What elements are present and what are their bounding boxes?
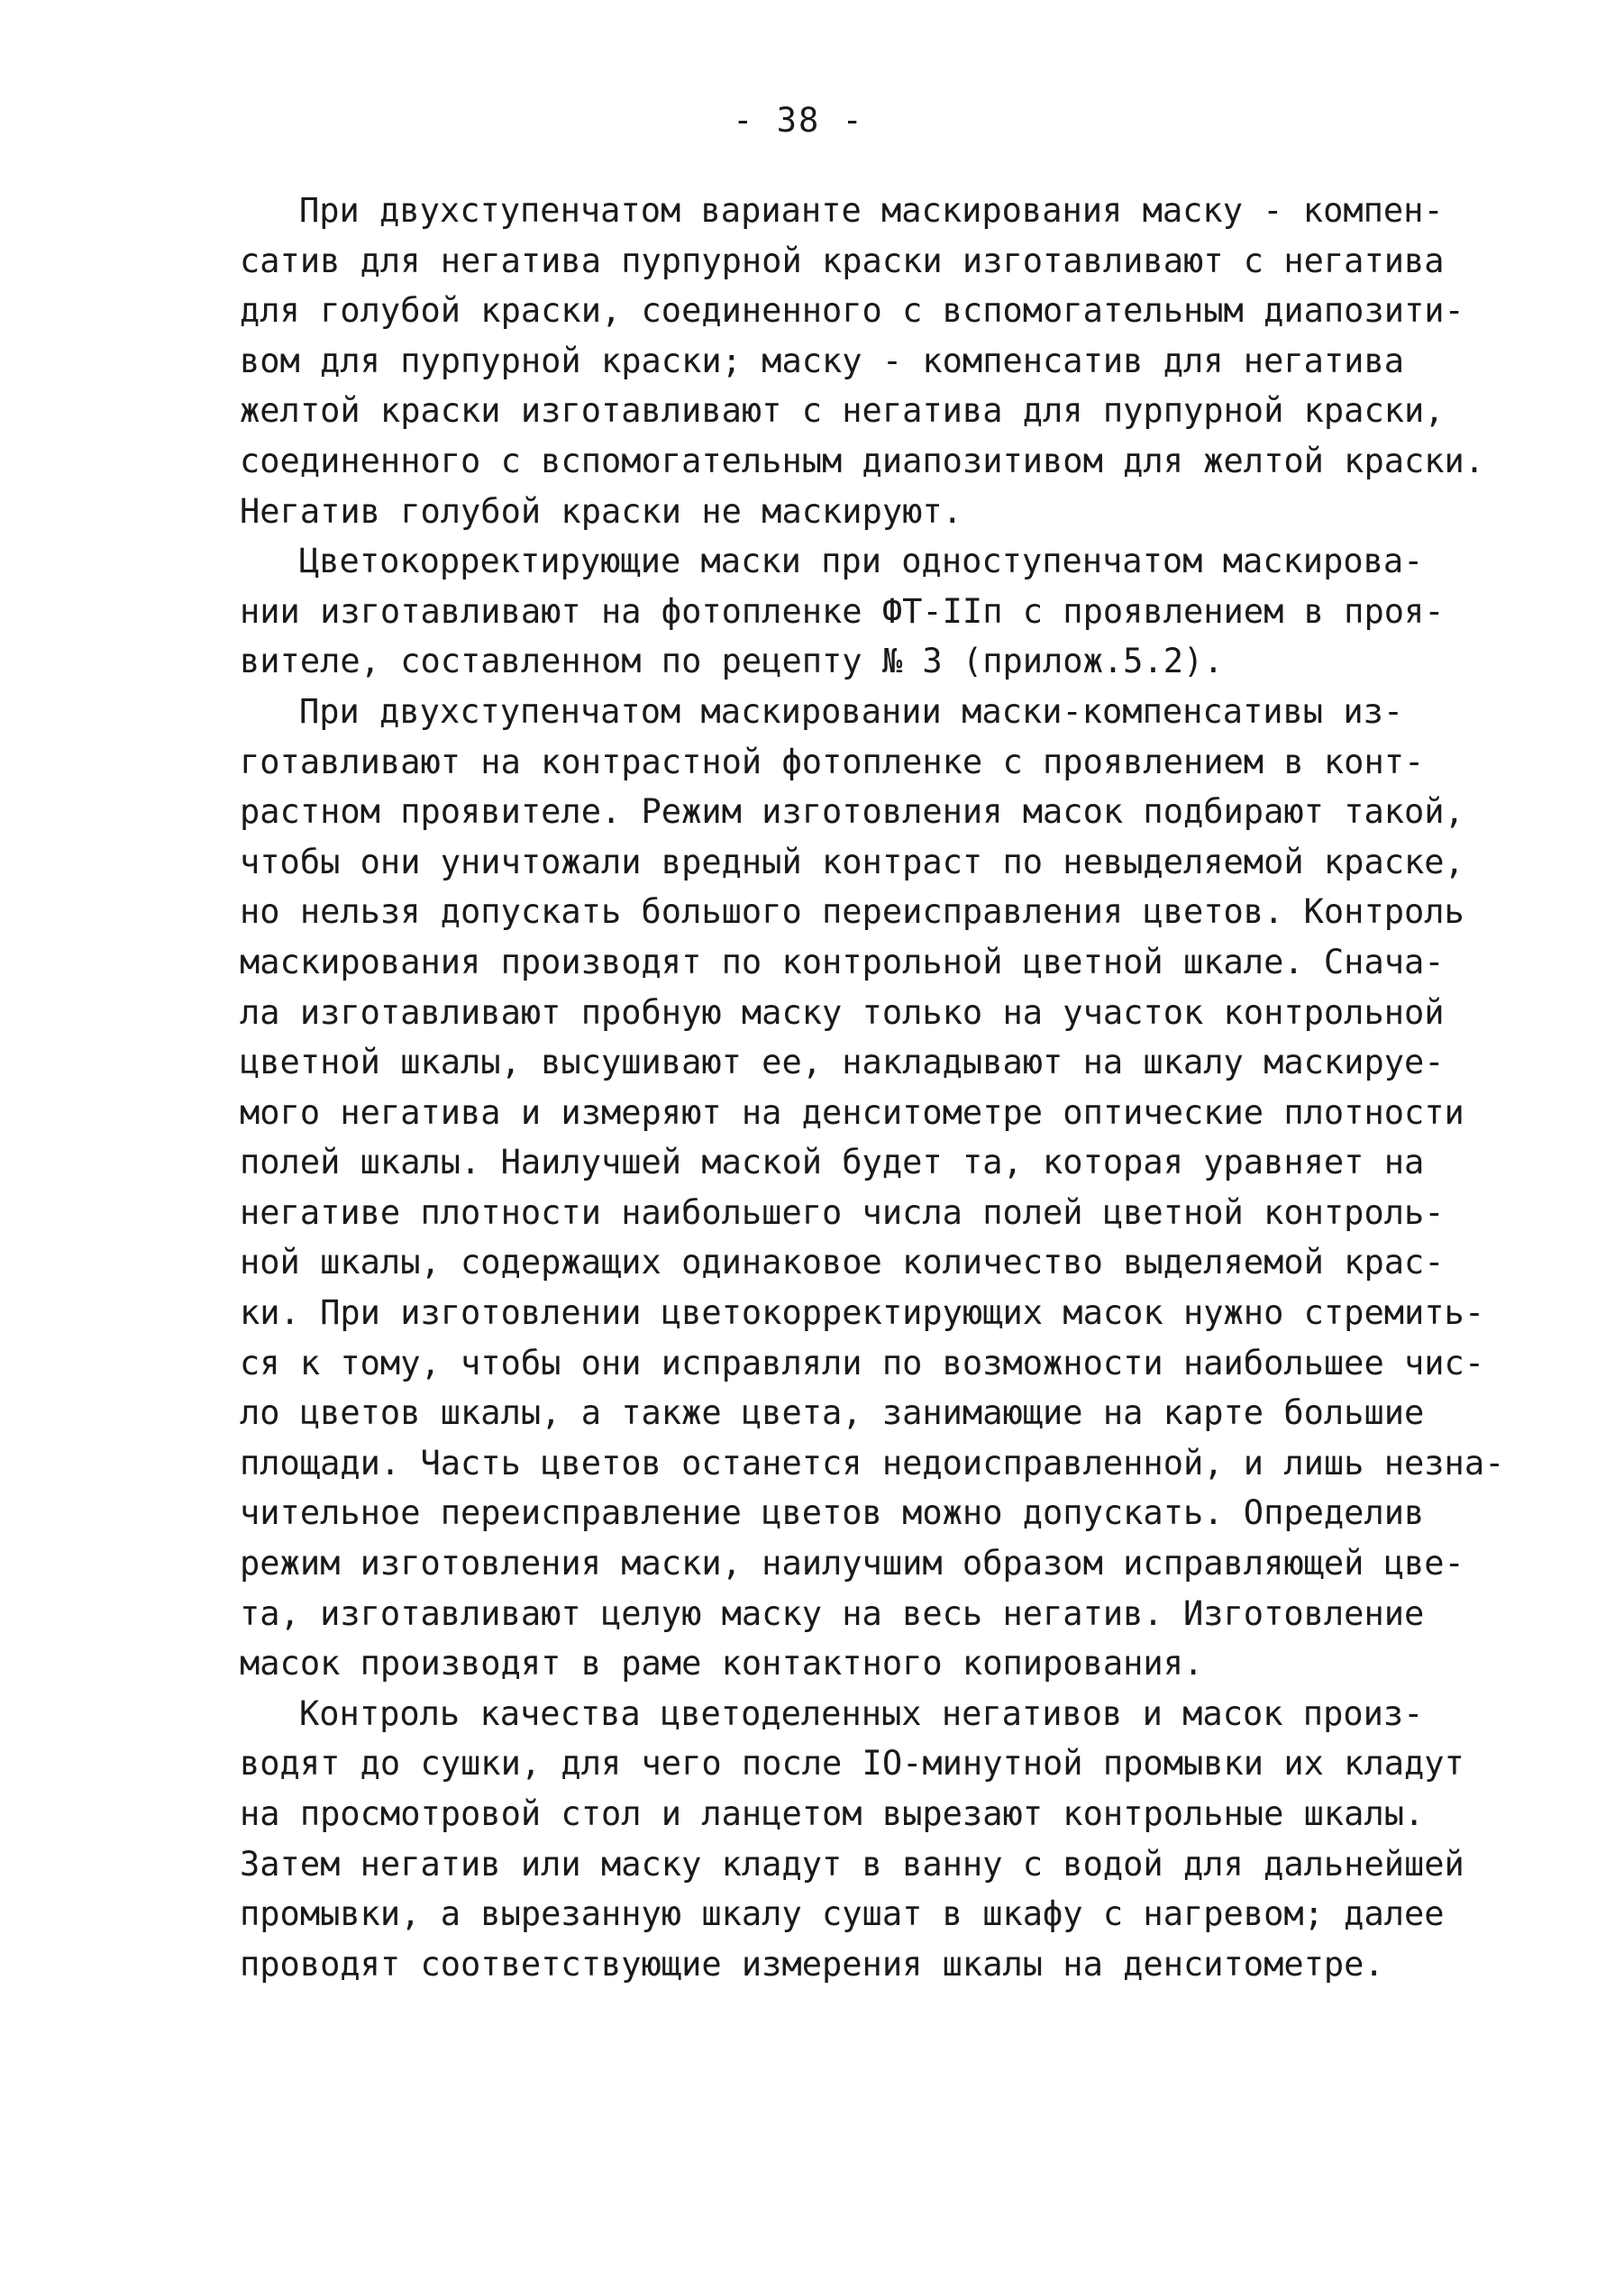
text-line: для голубой краски, соединенного с вспомогательным диапозити-	[240, 291, 1464, 331]
text-line: чительное переисправление цветов можно допускать. Определив	[240, 1493, 1425, 1533]
paragraph-3	[240, 687, 1505, 1689]
page-number: - 38 -	[733, 101, 864, 140]
text-line: ки. При изготовлении цветокорректирующих масок нужно стремить-	[240, 1293, 1485, 1333]
paragraph-2	[240, 536, 1483, 687]
text-line: чтобы они уничтожали вредный контраст по невыделяемой краске,	[240, 842, 1464, 881]
text-line: вом для пурпурной краски; маску - компенсатив для негатива	[240, 341, 1405, 380]
text-line: сатив для негатива пурпурной краски изготавливают с негатива	[240, 241, 1445, 280]
text-line: Затем негатив или маску кладут в ванну с водой для дальнейшей	[240, 1844, 1464, 1884]
text-line: негативе плотности наибольшего числа полей цветной контроль-	[240, 1192, 1445, 1232]
text-line: При двухступенчатом варианте маскирования маску - компен-	[299, 191, 1444, 230]
text-line: Негатив голубой краски не маскируют.	[240, 491, 963, 531]
text-line: полей шкалы. Наилучшей маской будет та, которая уравняет на	[240, 1143, 1425, 1182]
paragraph-1	[240, 186, 1483, 536]
text-line: маскирования производят по контрольной цветной шкале. Снача-	[240, 942, 1445, 981]
text-line: желтой краски изготавливают с негатива для пурпурной краски,	[240, 391, 1445, 431]
text-line: нии изготавливают на фотопленке ФТ-IIп с проявлением в проя-	[240, 591, 1445, 631]
text-line: соединенного с вспомогательным диапозитивом для желтой краски.	[240, 441, 1485, 480]
text-line: водят до сушки, для чего после IO-минутной промывки их кладут	[240, 1744, 1464, 1784]
text-line: готавливают на контрастной фотопленке с проявлением в конт-	[240, 742, 1425, 781]
text-line: мого негатива и измеряют на денситометре оптические плотности	[240, 1092, 1464, 1132]
text-line: Контроль качества цветоделенных негативов и масок произ-	[299, 1693, 1424, 1733]
text-line: При двухступенчатом маскировании маски-компенсативы из-	[299, 691, 1404, 731]
text-line: промывки, а вырезанную шкалу сушат в шкафу с нагревом; далее	[240, 1894, 1445, 1934]
text-line: ло цветов шкалы, а также цвета, занимающие на карте большие	[240, 1393, 1425, 1433]
text-line: масок производят в раме контактного копирования.	[240, 1644, 1204, 1683]
text-line: на просмотровой стол и ланцетом вырезают контрольные шкалы.	[240, 1794, 1425, 1833]
paragraph-4	[240, 1689, 1483, 1990]
text-line: вителе, составленном по рецепту № 3 (прилож.5.2).	[240, 642, 1224, 681]
text-line: Цветокорректирующие маски при одноступенчатом маскирова-	[299, 542, 1424, 581]
text-line: растном проявителе. Режим изготовления масок подбирают такой,	[240, 792, 1464, 832]
text-line: та, изготавливают целую маску на весь негатив. Изготовление	[240, 1593, 1425, 1633]
text-line: площади. Часть цветов останется недоисправленной, и лишь незна-	[240, 1443, 1505, 1483]
text-line: ной шкалы, содержащих одинаковое количество выделяемой крас-	[240, 1243, 1445, 1282]
body-text	[240, 186, 1505, 1989]
text-line: ся к тому, чтобы они исправляли по возможности наибольшее чис-	[240, 1343, 1485, 1382]
text-line: режим изготовления маски, наилучшим образом исправляющей цве-	[240, 1544, 1464, 1583]
text-line: но нельзя допускать большого переисправления цветов. Контроль	[240, 892, 1464, 932]
text-line: ла изготавливают пробную маску только на участок контрольной	[240, 992, 1445, 1032]
text-line: цветной шкалы, высушивают ее, накладывают на шкалу маскируе-	[240, 1043, 1445, 1082]
text-line: проводят соответствующие измерения шкалы на денситометре.	[240, 1944, 1384, 1984]
